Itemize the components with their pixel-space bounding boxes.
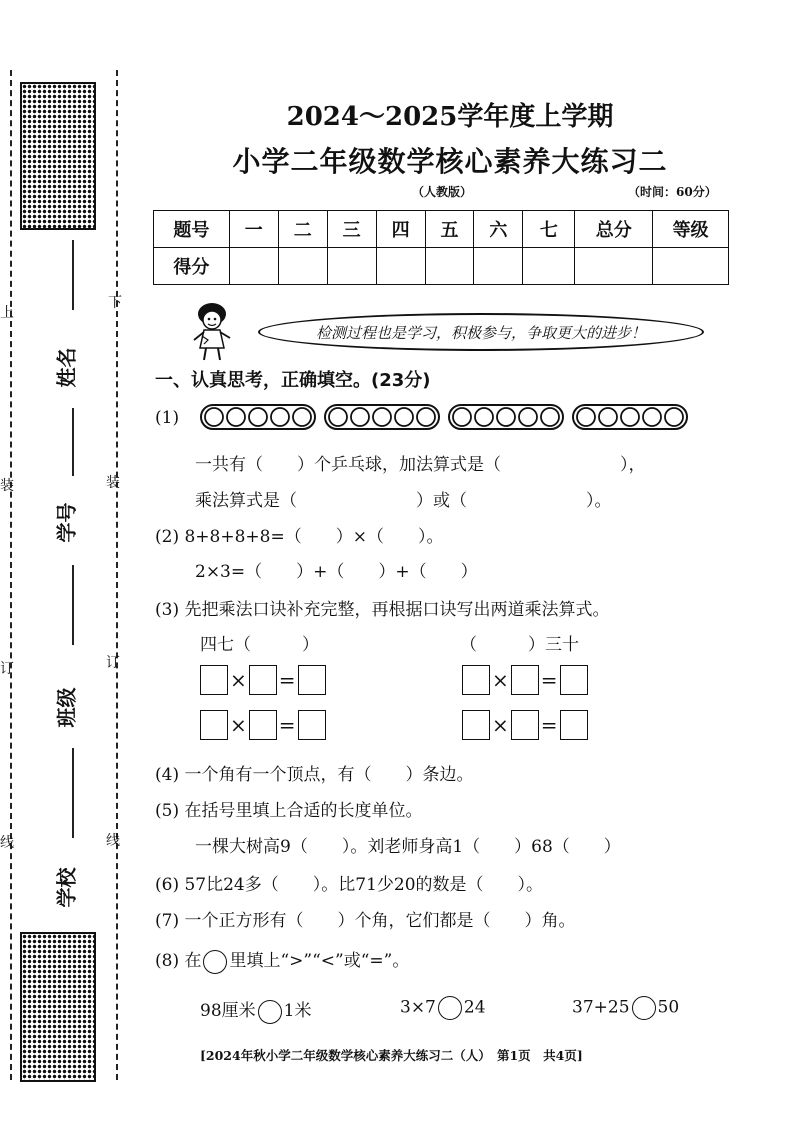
motto-text: 检测过程也是学习，积极参与，争取更大的进步！ [315,323,646,342]
times-sign: × [230,668,247,692]
answer-box[interactable] [249,665,277,695]
times-sign: × [492,668,509,692]
score-header-cell: 六 [474,211,523,248]
q8-compare-item [200,996,311,1024]
cut-char-right-2: 装 [106,475,120,491]
cut-char-left-4: 线 [0,835,14,851]
compare-circle[interactable] [438,996,462,1020]
answer-box[interactable] [298,665,326,695]
equals-sign: = [540,668,558,692]
score-header-cell: 题号 [154,211,230,248]
q1-count-line: 一共有（ ）个乒乓球，加法算式是（ ）， [195,455,646,475]
compare-circle[interactable] [632,996,656,1020]
q3-left-rhyme: 四七（ ） [200,635,319,655]
cut-char-left-3: 订 [0,661,14,677]
score-header-cell: 七 [523,211,575,248]
compare-left: 37+25 [572,997,630,1018]
answer-box[interactable] [511,665,539,695]
q8-compare-item [572,996,679,1020]
q8-suffix: 里填上“>”“<”或“=”。 [229,951,410,971]
ping-pong-ball-tube-icon [448,403,564,431]
compare-circle[interactable] [258,1000,282,1024]
compare-left: 98厘米 [200,1001,256,1021]
q1-multiply-line: 乘法算式是（ ）或（ ）。 [195,491,612,511]
q6-line: (6) 57比24多（ ）。比71少20的数是（ ）。 [155,875,544,895]
score-cell[interactable] [229,248,278,285]
score-table-score-row [154,248,729,285]
answer-box[interactable] [560,665,588,695]
score-header-cell: 一 [229,211,278,248]
score-header-cell: 等级 [653,211,729,248]
cut-char-right-1: 下 [108,295,122,311]
motto-bubble [258,313,704,351]
answer-box[interactable] [200,665,228,695]
times-sign: × [492,713,509,737]
q5-line: (5) 在括号里填上合适的长度单位。 [155,801,423,821]
section-title: 一、认真思考，正确填空。(23分) [155,370,431,391]
edition-label: （人教版） [412,185,473,199]
q1-number: (1) [155,408,180,428]
score-cell[interactable] [523,248,575,285]
q7-line: (7) 一个正方形有（ ）个角，它们都是（ ）角。 [155,911,576,931]
score-table-header-row [154,211,729,248]
score-cell[interactable] [425,248,474,285]
name-write-line [72,240,74,310]
q5-sub-line: 一棵大树高9（ ）。刘老师身高1（ ）68（ ） [195,837,621,857]
class-write-line [72,748,74,838]
score-header-cell: 四 [376,211,425,248]
answer-box[interactable] [560,710,588,740]
answer-box[interactable] [200,710,228,740]
score-cell[interactable] [376,248,425,285]
q3-right-equation-1 [462,665,588,695]
cut-char-right-3: 订 [106,655,120,671]
q8-prefix: (8) 在 [155,951,202,971]
score-cell[interactable] [278,248,327,285]
q2-line1: (2) 8+8+8+8=（ ）×（ ）。 [155,527,444,547]
compare-circle-icon [203,950,227,974]
school-label: 学校 [54,867,79,908]
score-header-cell: 总分 [575,211,653,248]
compare-right: 24 [463,997,486,1018]
q8-line [155,946,409,974]
answer-box[interactable] [462,665,490,695]
hatch-pattern-top [20,82,96,230]
q4-line: (4) 一个角有一个顶点，有（ ）条边。 [155,765,474,785]
answer-box[interactable] [462,710,490,740]
cartoon-girl-icon [188,300,252,364]
equals-sign: = [278,713,296,737]
answer-box[interactable] [511,710,539,740]
answer-box[interactable] [298,710,326,740]
id-write-line [72,565,74,645]
page-title: 2024～2025学年度上学期 [286,102,614,132]
score-cell[interactable] [575,248,653,285]
answer-box[interactable] [249,710,277,740]
cut-char-left-1: 上 [0,305,14,321]
time-label: （时间：60分） [628,185,717,199]
score-header-cell: 三 [327,211,376,248]
q3-left-equation-2 [200,710,326,740]
score-table [153,210,729,285]
ping-pong-ball-tube-icon [324,403,440,431]
cut-char-right-4: 线 [106,833,120,849]
q3-right-rhyme: （ ）三十 [460,635,579,655]
q8-compare-item [400,996,486,1020]
page-subtitle: 小学二年级数学核心素养大练习二 [232,145,668,178]
ping-pong-ball-tube-icon [200,403,316,431]
q3-right-equation-2 [462,710,588,740]
name-label: 姓名 [54,347,79,388]
score-cell[interactable] [327,248,376,285]
compare-left: 3×7 [400,997,436,1018]
score-cell[interactable] [474,248,523,285]
cut-line-left [10,70,12,1080]
page-footer: [2024年秋小学二年级数学核心素养大练习二（人） 第1页 共4页] [200,1048,583,1063]
times-sign: × [230,713,247,737]
id-label: 学号 [54,502,79,543]
q3-left-equation-1 [200,665,326,695]
score-cell[interactable] [653,248,729,285]
ping-pong-ball-tube-icon [572,403,688,431]
q2-line2: 2×3=（ ）+（ ）+（ ） [195,562,478,582]
equals-sign: = [540,713,558,737]
cut-line-right [116,70,118,1080]
compare-right: 1米 [283,1001,312,1021]
hatch-pattern-bottom [20,932,96,1082]
score-row-label: 得分 [154,248,230,285]
cut-char-left-2: 装 [0,478,14,494]
score-header-cell: 五 [425,211,474,248]
compare-right: 50 [657,997,680,1018]
id-write-line-top [72,408,74,476]
equals-sign: = [278,668,296,692]
q3-line: (3) 先把乘法口诀补充完整，再根据口诀写出两道乘法算式。 [155,600,610,620]
score-header-cell: 二 [278,211,327,248]
class-label: 班级 [54,687,79,728]
